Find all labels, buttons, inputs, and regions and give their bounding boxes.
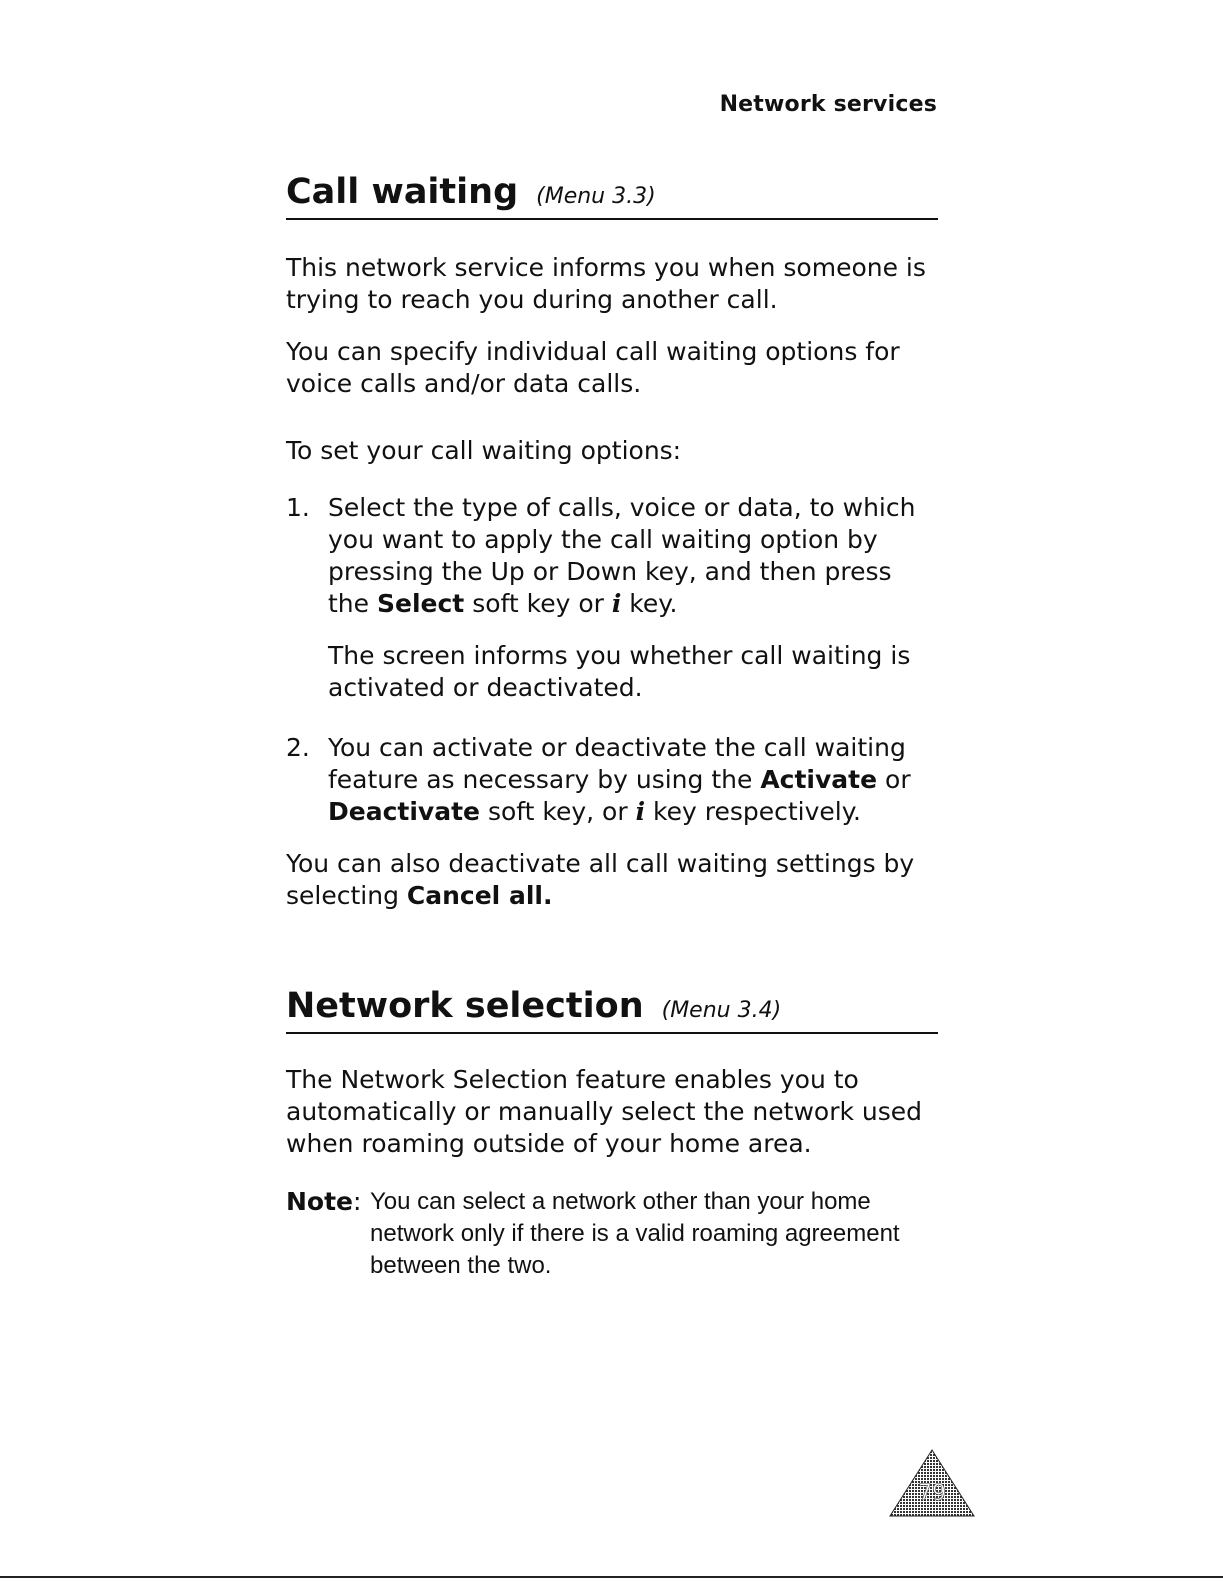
activate-softkey-label: Activate [760, 765, 878, 794]
page-number-badge [888, 1448, 976, 1518]
call-waiting-intro: This network service informs you when someone is trying to reach you during another call. [286, 253, 926, 314]
step-2 [286, 732, 938, 828]
note-block [286, 1186, 938, 1282]
call-waiting-heading [286, 172, 938, 220]
running-header: Network services [719, 92, 937, 117]
call-waiting-title: Call waiting [286, 172, 519, 212]
cancel-all-period: . [542, 881, 553, 910]
step-1-text-c: key. [621, 589, 678, 618]
page-bottom-rule [0, 1576, 1223, 1578]
call-waiting-menu-ref: (Menu 3.3) [536, 184, 656, 209]
call-waiting-to-set: To set your call waiting options: [286, 436, 682, 465]
step-2-text-a: You can activate or deactivate the call waiting feature as necessary by using the [328, 733, 906, 794]
cancel-all-text [286, 848, 938, 912]
deactivate-softkey-label: Deactivate [328, 797, 480, 826]
page-number: 79 [918, 1481, 946, 1506]
note-label [286, 1186, 361, 1218]
call-waiting-options-text: You can specify individual call waiting options for voice calls and/or data calls. [286, 337, 900, 398]
step-1-number: 1. [286, 493, 310, 522]
note-colon: : [353, 1187, 362, 1216]
i-key-icon: i [635, 797, 646, 826]
step-2-text [328, 732, 938, 828]
step-2-text-c: soft key, or [480, 797, 636, 826]
step-2-text-d: key respectively. [645, 797, 861, 826]
page-triangle-icon [888, 1448, 976, 1518]
note-label-text: Note [286, 1187, 354, 1216]
step-1 [286, 492, 938, 704]
select-softkey-label: Select [376, 589, 465, 618]
step-1-text-b: soft key or [464, 589, 612, 618]
note-text: You can select a network other than your home network only if there is a valid roaming agreement between the two. [370, 1188, 900, 1279]
step-1-subtext: The screen informs you whether call waiting is activated or deactivated. [328, 641, 911, 702]
network-selection-title: Network selection [286, 986, 644, 1026]
i-key-icon: i [611, 589, 622, 618]
network-selection-intro: The Network Selection feature enables you to automatically or manually select the network used when roaming outside of your home area. [286, 1065, 923, 1158]
network-selection-heading [286, 986, 938, 1034]
network-selection-menu-ref: (Menu 3.4) [661, 998, 782, 1023]
step-1-text [328, 492, 938, 620]
step-2-text-b: or [877, 765, 911, 794]
step-2-number: 2. [286, 733, 310, 762]
cancel-all-label: Cancel all [406, 881, 543, 910]
step-1-text-a: Select the type of calls, voice or data, to which you want to apply the call waiting option by pressing the Up or Down key, and then press the [328, 493, 916, 618]
cancel-all-lead: You can also deactivate all call waiting settings by selecting [286, 849, 915, 910]
